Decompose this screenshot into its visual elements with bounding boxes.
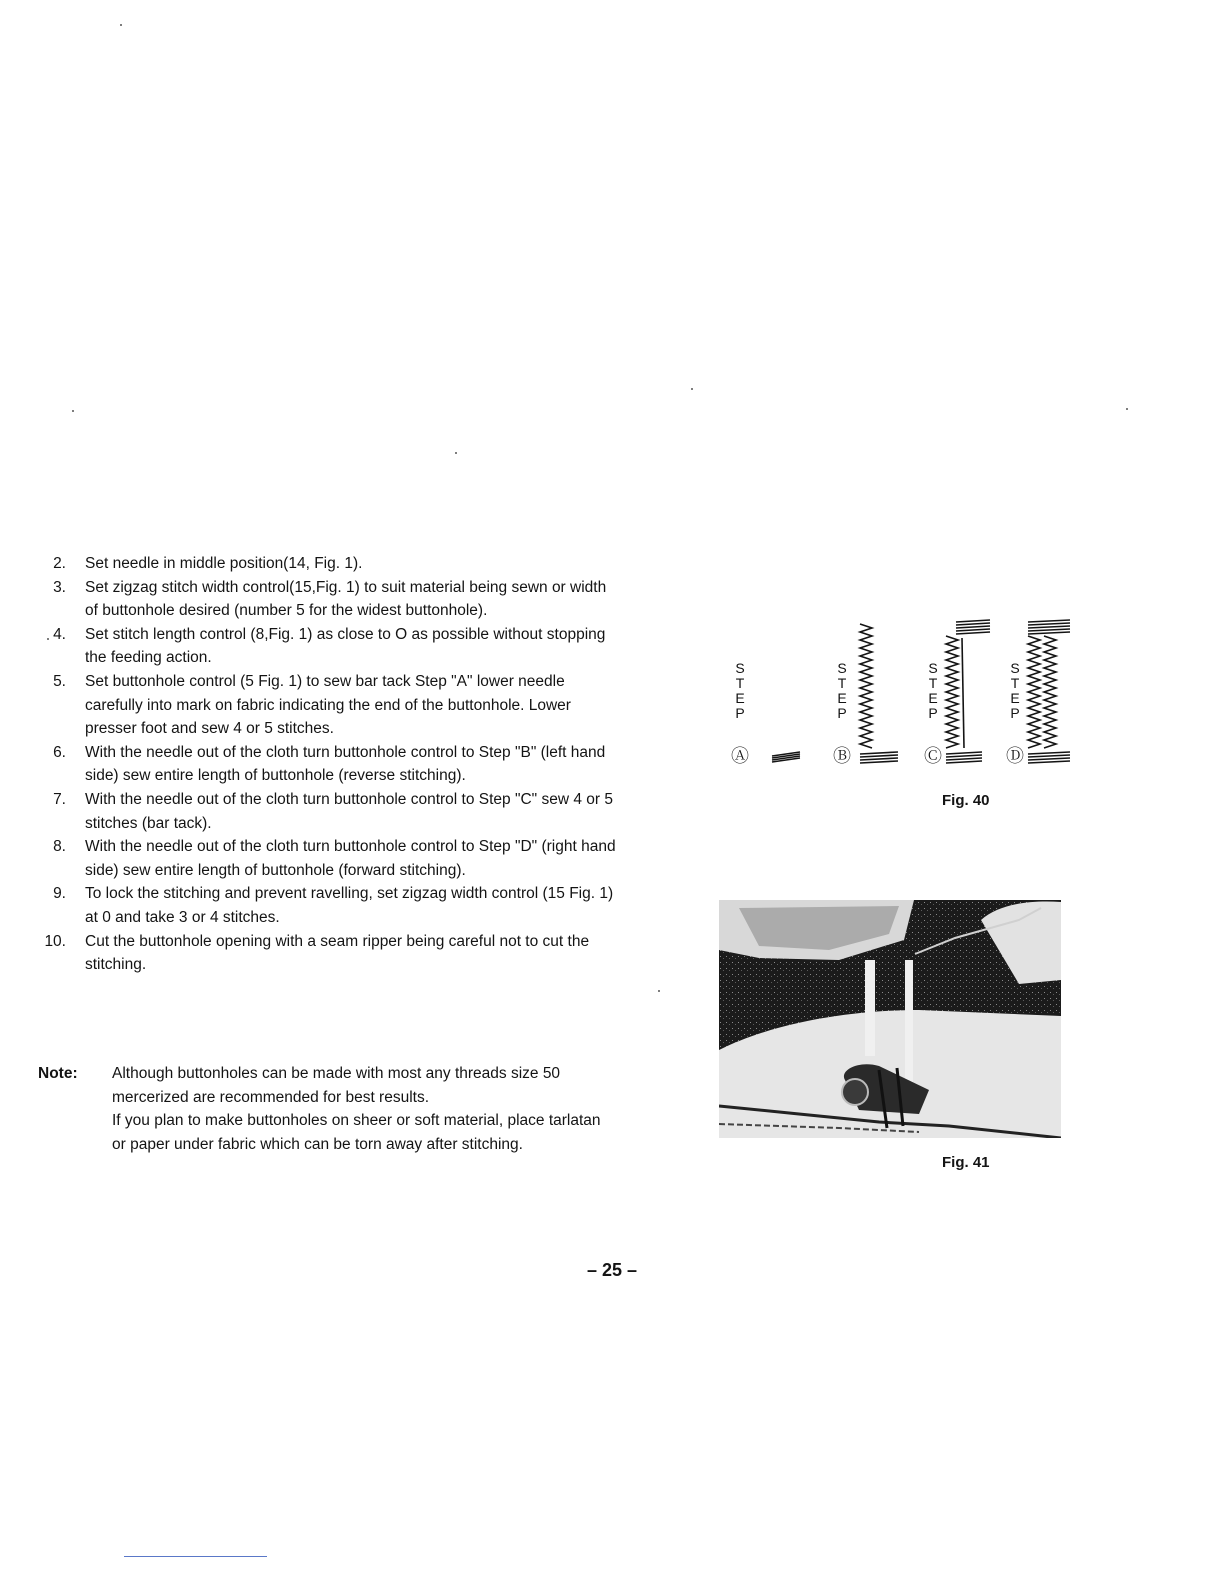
step-text: To lock the stitching and prevent ravelling, set zigzag width control (15 Fig. 1) at 0 and take 3 or 4 stitches. [85,885,614,926]
step-letter: P [837,705,847,721]
step-letter: T [735,675,745,691]
step-item [30,670,620,741]
step-number: 7. [53,790,66,808]
step-number: 2. [53,555,66,572]
left-zigzag-stitch [860,624,872,748]
step-marker-d: Ⓓ [1006,746,1024,766]
figure-40-caption: Fig. 40 [942,792,990,809]
step-number: 4. [53,625,66,643]
bar-tack-stitch [1028,752,1070,763]
note-body [112,1062,618,1156]
bar-tack-stitch [956,620,990,634]
scan-speck [1126,408,1128,410]
step-letter: P [735,705,745,721]
step-number: 8. [53,838,66,856]
presser-bar [905,960,913,1100]
step-letter: P [1010,705,1020,721]
step-number: 3. [53,578,66,596]
bar-tack-stitch [946,752,982,763]
step-item [30,835,620,882]
scan-speck [72,410,74,412]
step-number: 6. [53,743,66,761]
step-letter: P [928,705,938,721]
right-zigzag-stitch [1044,636,1056,748]
step-item [30,882,620,929]
note-block [38,1062,618,1156]
note-paragraph: If you plan to make buttonholes on sheer or soft material, place tarlatan or paper under fabric which can be torn away after stitching. [112,1112,601,1153]
step-item [30,930,620,977]
step-item [30,623,620,670]
figure-41-caption: Fig. 41 [942,1154,990,1171]
step-letter: E [735,690,745,706]
presser-foot-wheel [842,1079,868,1105]
step-letter: S [837,660,847,676]
step-item [30,741,620,788]
step-letter: S [928,660,938,676]
left-zigzag-stitch [946,636,958,748]
scan-speck [691,388,693,390]
step-marker-c: Ⓒ [924,746,942,766]
step-letter: E [928,690,938,706]
bar-tack-stitch [1028,620,1070,634]
underline-rule [124,1556,267,1557]
step-number: 5. [53,672,66,690]
step-text: Set zigzag stitch width control(15,Fig. 1) to suit material being sewn or width of buttonhole desired (number 5 for the widest buttonhole). [85,578,607,620]
step-marker-b: Ⓑ [833,746,851,766]
step-letter: E [1010,690,1020,706]
step-letter: S [1010,660,1020,676]
step-item [30,552,620,576]
step-number: 9. [53,885,66,903]
note-paragraph: Although buttonholes can be made with most any threads size 50 mercerized are recommended for best results. [112,1065,561,1106]
step-text: With the needle out of the cloth turn buttonhole control to Step "C" sew 4 or 5 stitches (bar tack). [85,790,613,832]
step-text: Set stitch length control (8,Fig. 1) as close to O as possible without stopping the feeding action. [85,625,606,667]
buttonhole-steps-figure [728,612,1078,782]
step-letter: S [735,660,745,676]
scan-speck [658,990,660,992]
scan-speck [455,452,457,454]
needle-bar [865,960,875,1056]
step-marker-a: Ⓐ [731,746,749,766]
bar-tack-stitch [860,752,898,763]
step-letter: T [1010,675,1020,691]
step-text: Cut the buttonhole opening with a seam ripper being careful not to cut the stitching. [85,932,590,974]
step-text: With the needle out of the cloth turn buttonhole control to Step "D" (right hand side) sew entire length of buttonhole (forward stitching). [85,838,616,879]
step-text: Set buttonhole control (5 Fig. 1) to sew bar tack Step "A" lower needle carefully into mark on fabric indicating the end of the buttonhole. Lower presser foot and sew 4 or 5 stitches. [85,672,571,738]
step-text: Set needle in middle position(14, Fig. 1). [85,555,363,572]
page-number: – 25 – [586,1260,638,1280]
right-side-mark [962,638,964,748]
step-letter: T [928,675,938,691]
step-item [30,576,620,623]
buttonhole-steps-list [30,552,620,977]
note-label: Note: [38,1065,78,1082]
scan-speck [47,638,49,640]
sewing-machine-photo [719,900,1061,1138]
left-zigzag-stitch [1028,636,1040,748]
step-number: 10. [44,932,66,950]
step-letter: T [837,675,847,691]
scan-speck [120,24,122,26]
step-text: With the needle out of the cloth turn buttonhole control to Step "B" (left hand side) sew entire length of buttonhole (reverse stitching). [85,743,606,785]
step-item [30,788,620,835]
bar-tack-stitch [772,752,800,762]
step-letter: E [837,690,847,706]
